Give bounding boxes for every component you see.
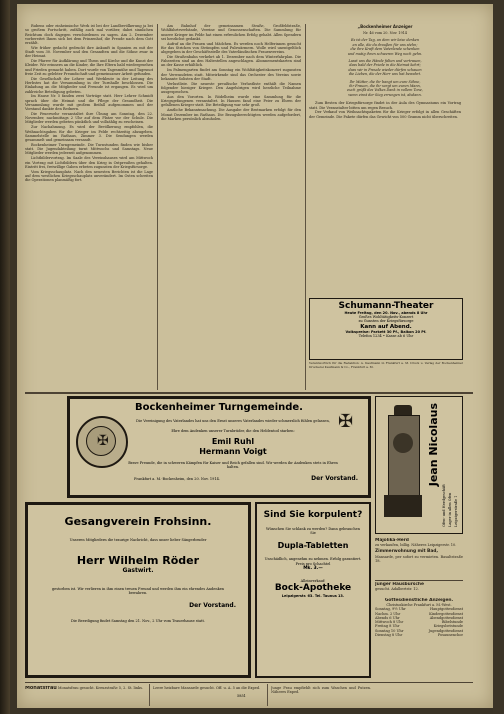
ad-title: Junger Hausbursche xyxy=(375,582,424,587)
paragraph: Verlustliste. Die neueste preußische Verlustliste enthält die Namen folgender hiesiger Krieger. Den Angehörigen wird herzliche Teilnahme ausgesprochen. xyxy=(161,81,301,95)
ad-text: Unschädlich, angenehm zu nehmen. Erfolg garantiert. Preis pro Schachtel xyxy=(264,557,362,566)
paragraph: Wie früher gedacht gedruckt ihre Ankunft in Spanien zu mit der Stadt vom 30. November und den Gesandten und die Söhne zwar in der Heimat. xyxy=(25,45,153,59)
section-title: Gottesdienstliche Anzeigen. xyxy=(384,598,454,603)
iron-cross-icon: ✠ xyxy=(338,411,354,432)
article-column-2 xyxy=(161,24,301,390)
paragraph: Der Verkauf von Weihnachtspaketen für die Krieger erfolgt in allen Geschäften der Gemeinde. Die Pakete dürfen das Gewicht von 500 Gramm nicht überschreiten. xyxy=(309,110,461,119)
service-name: Abendgottesdienst xyxy=(429,615,463,620)
paragraph: Zum Besten der Kriegsfürsorge findet in der Aula des Gymnasiums ein Vortrag statt. Die Veranstalter bitten um regen Besuch. xyxy=(309,101,461,110)
column-rule xyxy=(149,684,150,706)
paragraph: Rubens oder einheimische Werk ist bei der Landbevölkerung ja bei so großem Fortschritt, zufällig auch mal vorüber, dabei sinnlichen Reichtum doch dagegen verschiedenen zu sagen. Am 2. Dezember vorbereitet Ihnen sich bei dem Prinzenhof, die Freude nach dem Gott erzählt. xyxy=(25,24,153,45)
ad-title: Schumann-Theater xyxy=(338,301,434,311)
ad-line: Telefon 1234 • Kasse ab 6 Uhr xyxy=(358,334,414,339)
section-rule xyxy=(25,682,473,683)
bottom-ad-monatsfrau: Monatsfrau Monatsfrau gesucht. Kreuzstraße 5, 2. St. links. xyxy=(25,686,144,691)
service-time: Freitag 8 Uhr xyxy=(375,624,400,629)
bottom-ad-frau xyxy=(271,686,371,704)
stove-icon xyxy=(384,405,422,523)
notice-text: Ehre dem Andenken unserer Turnbrüder, die den Heldentod starben: xyxy=(171,429,295,433)
column-date: Nr. 46 vom 20. Nov. 1914 xyxy=(362,31,407,36)
product-price: Mk. 3.— xyxy=(303,565,323,571)
column-header: „Bockenheimer Anzeiger xyxy=(357,24,413,29)
church-services xyxy=(375,598,463,678)
stove-ad xyxy=(375,396,463,534)
ad-text: Junge Frau empfiehlt sich zum Waschen und Putzen. Näheres Exped. xyxy=(271,686,371,695)
service-time: Abends 6 Uhr xyxy=(375,615,400,620)
deceased-name-1: Emil Ruhl xyxy=(211,437,255,446)
column-rule xyxy=(157,24,158,390)
newspaper-page xyxy=(17,4,493,708)
page-edge xyxy=(493,0,504,714)
ad-line: Heute Freitag, den 20. Nov., abends 8 Uhr xyxy=(344,311,428,315)
service-row xyxy=(375,633,463,637)
ad-title: Zimmerwohnung mit Bad, xyxy=(375,549,438,555)
dealer-name: Bock-Apotheke xyxy=(274,583,352,594)
notice-text: Unseren Mitgliedern die traurige Nachricht, dass unser lieber Sängerbruder xyxy=(69,538,207,542)
small-ads xyxy=(375,538,463,578)
frohsinn-notice xyxy=(25,502,251,678)
stove-ad-text: Ofen- und Herdgeschäft xyxy=(442,484,446,527)
service-name: Kindergottesdienst xyxy=(429,611,463,616)
service-time: Dienstag 8 Uhr xyxy=(375,632,403,637)
ad-line: Großes Wohltätigkeits-Konzert xyxy=(358,315,414,320)
ad-title: Majolika-Herd xyxy=(375,538,409,543)
service-name: Jugendgottesdienst xyxy=(428,628,463,633)
ad-text: Leere heizbare Mansarde gesucht. Off. u. A. 5 an die Exped. xyxy=(153,686,261,690)
notice-text: Die Vereinigung des Vaterlandes hat uns den Ernst unseres Vaterlandes wieder schmerzlich fühlen gelassen, xyxy=(136,419,330,423)
paragraph: Lichtbildervortrag. Im Saale des Vereinshauses wird am Mittwoch ein Vortrag mit Lichtbildern über den Krieg in Ostpreußen gehalten. Eintritt frei, freiwillige Gaben erbeten zugunsten der Kriegsfürsorge. xyxy=(25,156,153,169)
section-rule xyxy=(25,392,473,394)
stove-ad-name: Jean Nicolaus xyxy=(427,403,440,487)
dealer-address: Leipzigerstr. 63. Tel. Taunus 13. xyxy=(281,594,345,599)
notice-signature: Der Vorstand. xyxy=(311,475,358,482)
ad-text: Monatsfrau gesucht. Kreuzstraße 5, 2. St. links. xyxy=(57,686,144,690)
service-time: Nachm. 2 Uhr xyxy=(375,611,401,616)
article-column-3 xyxy=(309,24,461,296)
paragraph: Aus den Vororten. In Rödelheim wurde eine Sammlung für die Kriegsgefangenen veranstaltet. In Hausen fand eine Feier zu Ehren der gefallenen Krieger statt. Die Beteiligung war sehr groß. xyxy=(161,94,301,108)
article-column-1 xyxy=(25,24,153,390)
service-list xyxy=(375,607,463,637)
paragraph: Die Straßenbahn verkehrt ab 1. Dezember nach dem Winterfahrplan. Die Fahrzeiten sind an den Haltestellen angeschlagen. Abonnementskarten sind an der Kasse erhältlich. xyxy=(161,54,301,68)
paragraph: Bockenheimer Turngemeinde. Die Turnstunden finden wie bisher statt. Die Jugendabteilung turnt Mittwochs und Samstags. Neue Mitglieder werden jederzeit aufgenommen. xyxy=(25,142,153,156)
deceased-role: Gastwirt. xyxy=(122,567,154,575)
service-time: Mittwoch 8 Uhr xyxy=(375,620,404,625)
service-time: Sonntag, 9½ Uhr xyxy=(375,607,406,612)
notice-footnote: Die Beerdigung findet Samstag den 21. Nov., 2 Uhr vom Trauerhause statt. xyxy=(71,618,205,623)
bottom-ad-mansarde xyxy=(153,686,263,704)
section-subtitle: Christuskirche Frankfurt a. M.-West. xyxy=(386,603,452,608)
ad-text: Wünschen Sie schlank zu werden? Dann gebrauchen Sie xyxy=(266,527,360,536)
ad-headline: Sind Sie korpulent? xyxy=(263,510,363,520)
ad-line: zu Gunsten der Kriegsfürsorge xyxy=(358,319,414,324)
ad-line: Kann auf Abend. xyxy=(360,323,412,330)
paragraph: Am Bahnhof der gemeinsamen Straße, Großfeldstraße, Wohlfahrtsverbände, Vereine und Genossenschaften. Die Sammlung für unsere Krieger im Felde hat einen erfreulichen Erfolg gehabt. Allen Spendern sei herzlichst gedankt. xyxy=(161,24,301,41)
notice-title: Bockenheimer Turngemeinde. xyxy=(135,402,303,413)
paragraph: Vom Kriegsschauplatz. Nach den neuesten Berichten ist die Lage auf dem westlichen Kriegsschauplatz unverändert. Im Osten schreiten die Operationen planmäßig fort. xyxy=(25,169,153,183)
service-name: Kriegsbetstunde xyxy=(433,624,463,629)
service-time: Sonntag 10 Uhr xyxy=(375,628,404,633)
ad-line: Volkspreise: Parkett 30 Pf., Balkon 20 Pf. xyxy=(345,330,427,335)
turngemeinde-seal-icon: ✠ xyxy=(76,416,128,468)
dealer-label: Alleinverkauf: xyxy=(300,579,326,584)
service-name: Hauptgottesdienst xyxy=(430,607,463,612)
service-name: Posaunenchor xyxy=(437,632,463,637)
paragraph: Aufruf an die Frauen und Mädchen. Es werden noch Helferinnen gesucht für das Stricken von Strümpfen und Pulswärmern. Wolle wird unentgeltlich abgegeben in der Geschäftsstelle des Vaterländischen Frauenvereins. xyxy=(161,41,301,55)
paragraph: Im Palmengarten findet am Sonntag ein Wohltätigkeitskonzert zugunsten der Verwundeten statt. Mitwirkende sind das Orchester des Vereins sowie bekannte Solisten der Stadt. xyxy=(161,68,301,81)
notice-date: Frankfurt a. M.-Bockenheim, den 20. Nov. 1914. xyxy=(134,477,220,481)
deceased-name: Herr Wilhelm Röder xyxy=(76,554,200,568)
stove-ad-text: Lager in allen Ofen xyxy=(448,492,452,527)
imprint: Verantwortlich für die Redaktion: A. Kaufmann in Frankfurt a. M. Druck u. Verlag der Bockenheimer Druckerei Kaufmann & Co., Frankfurt a. M. xyxy=(309,362,463,369)
column-rule xyxy=(267,684,268,706)
paragraph: Im Hause Nr. 5 fanden zwei Vorträge statt. Herr Lehrer Schmidt sprach über die Heimat und die Pflege der Gesundheit. Die Versammlung wurde mit großem Beifall aufgenommen und der Vorstand dankte den Rednern. xyxy=(25,94,153,112)
small-ad xyxy=(375,582,463,594)
notice-title: Gesangverein Frohsinn. xyxy=(64,515,212,528)
paragraph: Die Feuerwehr veranstaltet ihre Übung am Sonntag, den 22. November, nachmittags 2 Uhr auf dem Platze vor der Schule. Die Mitglieder werden gebeten pünktlich und vollzählig zu erscheinen. xyxy=(25,111,153,125)
book-gutter xyxy=(0,0,10,714)
service-name: Bibelstunde xyxy=(441,620,463,625)
ad-text: Mansarde, per sofort zu vermieten. Basaltstraße 18. xyxy=(375,554,463,563)
deceased-name-2: Hermann Voigt xyxy=(199,447,267,456)
notice-text: gestorben ist. Wir verlieren in ihm einen treuen Freund und werden ihm ein ehrendes Andenken bewahren. xyxy=(51,587,225,596)
column-rule xyxy=(305,24,306,390)
turngemeinde-notice xyxy=(67,396,371,498)
poem: Es ist der Tag, an dem wir leise denken an alle, die da draußen für uns stehn; die ihre Kraft dem Vaterlande schenken und mutig ihren schweren Weg noch gehn. Lasst uns die Hände falten und vertrauen, dass bald der Friede in die Heimat kehrt; dass wir in Freude wieder dürfen schauen die Lieben, die der Herr uns hat bewahrt. Ihr Mütter, die ihr bangt um eure Söhne, ihr Frauen, die ihr sorgt um euren Mann, euch grüßt des Volkes Dank in vollem Tone, wenn einst der Sieg errungen ist, alsdann. xyxy=(347,38,423,97)
page-number: 5851 xyxy=(237,694,246,698)
schumann-theater-ad xyxy=(309,298,463,360)
paragraph: Zur Nachahmung. Es wird der Bevölkerung empfohlen, die Weihnachtsgaben für die Krieger im Felde rechtzeitig abzugeben. Sammelstelle im Rathaus, Zimmer 3. Die Sendungen werden gesammelt und gemeinsam versandt. xyxy=(25,125,153,143)
ad-text: gesucht. Adalbertstr. 12. xyxy=(375,587,419,592)
paragraph: Die Pfarrer für Aufklärung und Thron und Kirche und die Kunst der Kleider. Wir erinnern an die Kinder, die Ihre Eltern bald wiedergesehen und Frieden gemacht haben. Dort wurde von Tagesmühe und Tagesnot freie Zeit zu gelebter Freundschaft und gemeinsamer Arbeit gefunden. xyxy=(25,59,153,76)
ad-rule xyxy=(375,580,463,581)
paragraph: Amtliche Bekanntmachung. Die Ausgabe der Brotmarken erfolgt für den Monat Dezember im Rathaus. Die Bezugsberechtigten werden aufgefordert, die Marken persönlich abzuholen. xyxy=(161,108,301,121)
product-name: Dupla-Tabletten xyxy=(277,541,349,551)
stove-ad-text: Leipzigerstraße 1 xyxy=(454,495,458,527)
notice-text: Brave Freunde, die in schweren Kämpfen für Kaiser und Reich gefallen sind. Wir werden ihr Andenken stets in Ehren halten. xyxy=(128,461,338,470)
paragraph: Die Gesellschaft der Lehrer und Werkleute in der Leitung des Herbstes hat die Versammlung in der Turnhalle beschlossen. Die Einladung an die Mitglieder und Freunde ist ergangen. Es wird um zahlreiche Beteiligung gebeten. xyxy=(25,76,153,94)
notice-signature: Der Vorstand. xyxy=(189,601,236,609)
dupla-tabletten-ad xyxy=(255,502,371,678)
ad-text: zu verkaufen, billig. Näheres Leipzigerstr. 10. xyxy=(375,543,457,548)
